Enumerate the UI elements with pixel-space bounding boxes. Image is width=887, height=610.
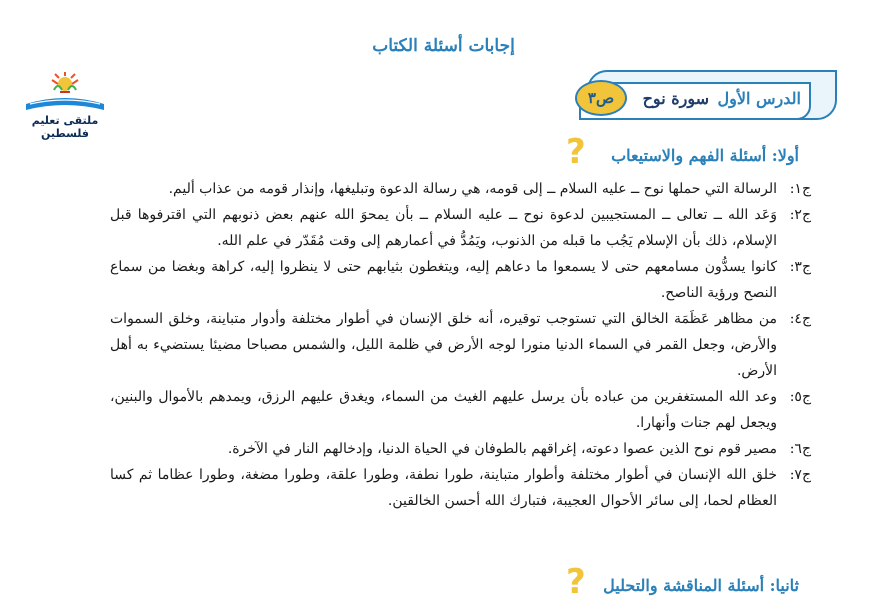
answer-4 bbox=[110, 306, 811, 384]
answer-3 bbox=[110, 254, 811, 306]
section-heading-second: ثانيا: أسئلة المناقشة والتحليل bbox=[603, 576, 799, 595]
answer-number: ج١: bbox=[789, 181, 811, 197]
lesson-label: الدرس الأول bbox=[717, 89, 801, 108]
answer-1 bbox=[110, 176, 811, 202]
answer-number: ج٤: bbox=[789, 311, 811, 327]
answer-text: وعد الله المستغفرين من عباده بأن يرسل عليهم الغيث من السماء، ويغدق عليهم الرزق، ويمدهم بالأموال والبنين، ويجعل لهم جنات وأنهارا. bbox=[110, 389, 777, 431]
answer-text: خلق الله الإنسان في أطوار مختلفة وأطوار متباينة، طورا نطفة، وطورا علقة، وطورا مضغة، وطورا عظاما ثم كسا العظام لحما، إلى سائر الأحوال العجيبة، فتبارك الله أحسن الخالقين. bbox=[110, 467, 777, 509]
page-title: إجابات أسئلة الكتاب bbox=[372, 36, 515, 56]
answer-text: كانوا يسدُّون مسامعهم حتى لا يسمعوا ما دعاهم إليه، ويتغطون بثيابهم حتى لا ينظروا إليه، كراهة وبغضا من سماع النصح ورؤية الناصح. bbox=[110, 259, 777, 301]
logo-text: ملتقى تعليم فلسطين bbox=[31, 114, 99, 140]
answer-text: وَعَد الله ــ تعالى ــ المستجيبين لدعوة نوح ــ عليه السلام ــ بأن يمحوَ الله عنهم بعض ذنوبهم التي اقترفوها قبل الإسلام، ذلك بأن الإسلام يَجُب ما قبله من الذنوب، ويَمُدُّ في أعمارهم إلى وقت مُقَدّر في علم الله. bbox=[110, 207, 777, 249]
question-mark-icon: ? bbox=[566, 562, 586, 602]
answers-list bbox=[110, 176, 811, 514]
section-heading-first: أولا: أسئلة الفهم والاستيعاب bbox=[611, 146, 799, 165]
book-logo-icon bbox=[6, 70, 124, 116]
question-mark-icon: ? bbox=[566, 132, 586, 172]
answer-5 bbox=[110, 384, 811, 436]
answer-number: ج٥: bbox=[789, 389, 811, 405]
answer-7 bbox=[110, 462, 811, 514]
answer-number: ج٢: bbox=[789, 207, 811, 223]
answer-text: من مظاهر عَظَمَة الخالق التي تستوجب توقيره، أنه خلق الإنسان في أطوار مختلفة وأدوار متباينة، وخلق السموات والأرض، وجعل القمر في السماء الدنيا منورا لوجه الأرض في ظلمة الليل، والشمس مصباحا مضيئا يستضيء به أهل الأرض. bbox=[110, 311, 777, 379]
answer-text: الرسالة التي حملها نوح ــ عليه السلام ــ إلى قومه، هي رسالة الدعوة وتبليغها، وإنذار قومه من عذاب أليم. bbox=[168, 181, 777, 197]
answer-2 bbox=[110, 202, 811, 254]
answer-number: ج٦: bbox=[789, 441, 811, 457]
answer-number: ج٧: bbox=[789, 467, 811, 483]
page-badge: ص٣ bbox=[575, 80, 627, 116]
answer-text: مصير قوم نوح الذين عصوا دعوته، إغراقهم بالطوفان في الحياة الدنيا، وإدخالهم النار في الآخرة. bbox=[227, 441, 777, 457]
answer-number: ج٣: bbox=[789, 259, 811, 275]
surah-label: سورة نوح bbox=[642, 89, 709, 108]
answer-6 bbox=[110, 436, 811, 462]
site-logo[interactable] bbox=[6, 70, 124, 140]
lesson-banner bbox=[575, 68, 837, 120]
